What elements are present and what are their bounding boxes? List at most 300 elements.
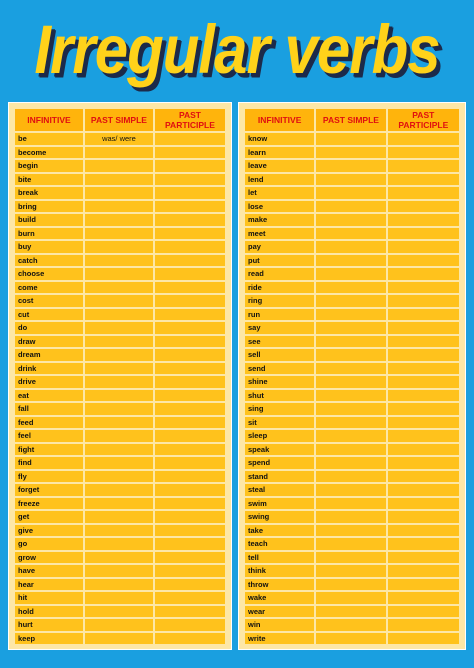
left-verb-table [13, 107, 227, 646]
past-participle-cell [388, 498, 459, 510]
infinitive-cell: buy [15, 241, 83, 253]
past-simple-cell [85, 619, 153, 631]
table-row [15, 592, 225, 604]
table-row [15, 201, 225, 213]
table-row [245, 376, 459, 388]
past-simple-cell [85, 444, 153, 456]
infinitive-cell: put [245, 255, 314, 267]
infinitive-cell: hit [15, 592, 83, 604]
left-table-body [15, 133, 225, 644]
past-simple-cell [316, 255, 385, 267]
infinitive-cell: come [15, 282, 83, 294]
past-participle-cell [155, 565, 225, 577]
table-header-row [245, 109, 459, 131]
past-participle-cell [388, 133, 459, 145]
past-simple-cell [85, 484, 153, 496]
infinitive-cell: fall [15, 403, 83, 415]
table-row [245, 322, 459, 334]
past-participle-cell [155, 417, 225, 429]
infinitive-cell: make [245, 214, 314, 226]
table-row [15, 390, 225, 402]
infinitive-cell: sell [245, 349, 314, 361]
table-row [245, 538, 459, 550]
infinitive-cell: do [15, 322, 83, 334]
past-participle-cell [388, 403, 459, 415]
table-row [15, 336, 225, 348]
past-simple-cell [85, 336, 153, 348]
infinitive-cell: draw [15, 336, 83, 348]
past-simple-cell [85, 376, 153, 388]
past-simple-cell [85, 552, 153, 564]
past-participle-cell [155, 552, 225, 564]
table-row [245, 241, 459, 253]
past-simple-cell [85, 187, 153, 199]
past-simple-cell [85, 633, 153, 645]
infinitive-cell: grow [15, 552, 83, 564]
infinitive-cell: sleep [245, 430, 314, 442]
infinitive-cell: ride [245, 282, 314, 294]
table-row [15, 349, 225, 361]
past-participle-cell [155, 484, 225, 496]
past-simple-cell [85, 403, 153, 415]
past-participle-cell [155, 241, 225, 253]
table-row [245, 471, 459, 483]
past-simple-cell [85, 255, 153, 267]
infinitive-cell: pay [245, 241, 314, 253]
past-simple-cell [85, 295, 153, 307]
table-row [15, 309, 225, 321]
table-row [245, 633, 459, 645]
infinitive-cell: bite [15, 174, 83, 186]
past-participle-cell [388, 147, 459, 159]
past-simple-cell [316, 606, 385, 618]
past-participle-cell [155, 579, 225, 591]
infinitive-cell: keep [15, 633, 83, 645]
past-simple-cell [85, 457, 153, 469]
table-row [15, 214, 225, 226]
table-row [245, 133, 459, 145]
past-participle-cell [155, 444, 225, 456]
past-participle-cell [155, 633, 225, 645]
infinitive-cell: think [245, 565, 314, 577]
past-simple-cell [85, 214, 153, 226]
table-row [245, 484, 459, 496]
past-participle-cell [388, 390, 459, 402]
past-simple-cell [85, 592, 153, 604]
past-participle-cell [155, 606, 225, 618]
past-participle-cell [155, 619, 225, 631]
past-participle-cell [155, 214, 225, 226]
past-participle-cell [155, 201, 225, 213]
infinitive-cell: find [15, 457, 83, 469]
past-participle-cell [155, 228, 225, 240]
past-simple-cell [316, 174, 385, 186]
page-title: Irregular verbs [34, 10, 440, 88]
infinitive-cell: wear [245, 606, 314, 618]
header-past-participle: PAST PARTICIPLE [388, 109, 459, 131]
table-row [15, 363, 225, 375]
past-participle-cell [388, 160, 459, 172]
infinitive-cell: catch [15, 255, 83, 267]
infinitive-cell: build [15, 214, 83, 226]
past-participle-cell [388, 565, 459, 577]
table-row [245, 565, 459, 577]
past-simple-cell [316, 336, 385, 348]
past-participle-cell [155, 255, 225, 267]
infinitive-cell: shine [245, 376, 314, 388]
past-participle-cell [155, 160, 225, 172]
infinitive-cell: cut [15, 309, 83, 321]
table-row [15, 619, 225, 631]
past-participle-cell [155, 538, 225, 550]
past-participle-cell [155, 376, 225, 388]
past-participle-cell [388, 187, 459, 199]
past-simple-cell [316, 538, 385, 550]
table-row [15, 484, 225, 496]
past-simple-cell [316, 214, 385, 226]
past-participle-cell [388, 268, 459, 280]
infinitive-cell: hold [15, 606, 83, 618]
past-participle-cell [155, 174, 225, 186]
table-row [245, 228, 459, 240]
past-participle-cell [155, 525, 225, 537]
past-participle-cell [388, 282, 459, 294]
infinitive-cell: throw [245, 579, 314, 591]
past-participle-cell [155, 349, 225, 361]
past-participle-cell [388, 201, 459, 213]
infinitive-cell: fight [15, 444, 83, 456]
past-participle-cell [388, 228, 459, 240]
infinitive-cell: begin [15, 160, 83, 172]
table-row [15, 579, 225, 591]
table-row [15, 633, 225, 645]
past-participle-cell [155, 322, 225, 334]
past-participle-cell [388, 174, 459, 186]
table-row [15, 268, 225, 280]
past-simple-cell [85, 322, 153, 334]
past-participle-cell [388, 511, 459, 523]
table-row [15, 471, 225, 483]
past-simple-cell [85, 417, 153, 429]
past-simple-cell [85, 471, 153, 483]
table-row [15, 160, 225, 172]
infinitive-cell: be [15, 133, 83, 145]
past-simple-cell [85, 268, 153, 280]
past-simple-cell [316, 309, 385, 321]
table-row [15, 606, 225, 618]
table-row [245, 403, 459, 415]
table-row [245, 457, 459, 469]
infinitive-cell: win [245, 619, 314, 631]
past-simple-cell [316, 241, 385, 253]
past-simple-cell [85, 538, 153, 550]
past-simple-cell [85, 498, 153, 510]
table-row [15, 255, 225, 267]
past-participle-cell [155, 147, 225, 159]
past-simple-cell [316, 633, 385, 645]
infinitive-cell: drive [15, 376, 83, 388]
past-simple-cell [85, 228, 153, 240]
past-participle-cell [155, 430, 225, 442]
past-participle-cell [388, 592, 459, 604]
past-simple-cell [316, 552, 385, 564]
past-participle-cell [388, 417, 459, 429]
infinitive-cell: speak [245, 444, 314, 456]
infinitive-cell: meet [245, 228, 314, 240]
infinitive-cell: let [245, 187, 314, 199]
past-simple-cell [85, 349, 153, 361]
infinitive-cell: read [245, 268, 314, 280]
infinitive-cell: write [245, 633, 314, 645]
past-simple-cell [85, 309, 153, 321]
past-simple-cell [85, 160, 153, 172]
table-row [15, 525, 225, 537]
past-participle-cell [388, 430, 459, 442]
table-row [245, 619, 459, 631]
table-row [15, 241, 225, 253]
past-simple-cell [316, 201, 385, 213]
past-simple-cell [85, 579, 153, 591]
table-row [245, 525, 459, 537]
table-row [15, 417, 225, 429]
past-participle-cell [155, 363, 225, 375]
past-simple-cell [316, 390, 385, 402]
table-row [245, 498, 459, 510]
past-simple-cell [85, 430, 153, 442]
infinitive-cell: take [245, 525, 314, 537]
past-simple-cell [316, 282, 385, 294]
past-simple-cell [85, 282, 153, 294]
infinitive-cell: burn [15, 228, 83, 240]
past-participle-cell [388, 309, 459, 321]
table-row [15, 228, 225, 240]
past-participle-cell [155, 336, 225, 348]
table-row [245, 430, 459, 442]
infinitive-cell: spend [245, 457, 314, 469]
past-participle-cell [155, 282, 225, 294]
infinitive-cell: leave [245, 160, 314, 172]
table-row [245, 592, 459, 604]
infinitive-cell: send [245, 363, 314, 375]
right-table-body [245, 133, 459, 644]
infinitive-cell: break [15, 187, 83, 199]
table-row [15, 444, 225, 456]
infinitive-cell: bring [15, 201, 83, 213]
left-verb-panel [8, 102, 232, 650]
infinitive-cell: swim [245, 498, 314, 510]
infinitive-cell: forget [15, 484, 83, 496]
table-row [245, 255, 459, 267]
past-participle-cell [155, 457, 225, 469]
infinitive-cell: ring [245, 295, 314, 307]
table-row [245, 268, 459, 280]
past-simple-cell [316, 403, 385, 415]
infinitive-cell: feed [15, 417, 83, 429]
past-simple-cell [85, 525, 153, 537]
past-simple-cell [85, 390, 153, 402]
table-header-row [15, 109, 225, 131]
past-simple-cell [316, 484, 385, 496]
past-participle-cell [388, 552, 459, 564]
table-row [245, 201, 459, 213]
table-row [15, 457, 225, 469]
infinitive-cell: know [245, 133, 314, 145]
table-row [245, 187, 459, 199]
past-simple-cell [85, 511, 153, 523]
past-simple-cell [85, 147, 153, 159]
past-participle-cell [388, 255, 459, 267]
table-row [245, 336, 459, 348]
table-row [245, 349, 459, 361]
past-simple-cell [316, 363, 385, 375]
infinitive-cell: shut [245, 390, 314, 402]
header-past-participle: PAST PARTICIPLE [155, 109, 225, 131]
infinitive-cell: cost [15, 295, 83, 307]
table-row [245, 444, 459, 456]
table-row [15, 322, 225, 334]
table-row [245, 417, 459, 429]
table-row [15, 376, 225, 388]
table-row [15, 511, 225, 523]
infinitive-cell: go [15, 538, 83, 550]
table-row [245, 214, 459, 226]
table-row [15, 147, 225, 159]
infinitive-cell: feel [15, 430, 83, 442]
infinitive-cell: see [245, 336, 314, 348]
table-row [15, 187, 225, 199]
table-row [15, 282, 225, 294]
infinitive-cell: stand [245, 471, 314, 483]
past-simple-cell [316, 579, 385, 591]
infinitive-cell: hurt [15, 619, 83, 631]
infinitive-cell: learn [245, 147, 314, 159]
past-participle-cell [388, 633, 459, 645]
table-row [15, 538, 225, 550]
table-row [245, 606, 459, 618]
table-row [15, 498, 225, 510]
past-simple-cell [85, 201, 153, 213]
past-participle-cell [388, 295, 459, 307]
infinitive-cell: swing [245, 511, 314, 523]
past-simple-cell [316, 592, 385, 604]
past-simple-cell [316, 619, 385, 631]
past-simple-cell [316, 565, 385, 577]
past-participle-cell [388, 214, 459, 226]
past-simple-cell [316, 498, 385, 510]
table-row [245, 174, 459, 186]
past-participle-cell [388, 619, 459, 631]
past-simple-cell [316, 133, 385, 145]
past-simple-cell [316, 457, 385, 469]
past-participle-cell [155, 295, 225, 307]
table-row [15, 565, 225, 577]
past-participle-cell [155, 403, 225, 415]
infinitive-cell: become [15, 147, 83, 159]
past-participle-cell [388, 525, 459, 537]
past-simple-cell [316, 160, 385, 172]
past-participle-cell [388, 471, 459, 483]
past-participle-cell [155, 133, 225, 145]
past-simple-cell [316, 268, 385, 280]
infinitive-cell: lose [245, 201, 314, 213]
past-participle-cell [388, 457, 459, 469]
infinitive-cell: steal [245, 484, 314, 496]
header-infinitive: INFINITIVE [245, 109, 314, 131]
infinitive-cell: give [15, 525, 83, 537]
past-simple-cell [316, 295, 385, 307]
past-participle-cell [388, 363, 459, 375]
right-verb-table [243, 107, 461, 646]
infinitive-cell: dream [15, 349, 83, 361]
table-row [15, 295, 225, 307]
table-row [245, 363, 459, 375]
table-row [15, 174, 225, 186]
infinitive-cell: sit [245, 417, 314, 429]
infinitive-cell: get [15, 511, 83, 523]
infinitive-cell: say [245, 322, 314, 334]
past-simple-cell [85, 174, 153, 186]
infinitive-cell: hear [15, 579, 83, 591]
past-participle-cell [388, 376, 459, 388]
infinitive-cell: run [245, 309, 314, 321]
past-simple-cell [316, 187, 385, 199]
past-simple-cell [85, 606, 153, 618]
infinitive-cell: lend [245, 174, 314, 186]
table-row [245, 295, 459, 307]
past-participle-cell [388, 444, 459, 456]
header-infinitive: INFINITIVE [15, 109, 83, 131]
past-simple-cell [316, 376, 385, 388]
infinitive-cell: freeze [15, 498, 83, 510]
infinitive-cell: tell [245, 552, 314, 564]
past-simple-cell [316, 417, 385, 429]
table-row [245, 390, 459, 402]
infinitive-cell: have [15, 565, 83, 577]
infinitive-cell: eat [15, 390, 83, 402]
table-row [245, 579, 459, 591]
past-participle-cell [155, 511, 225, 523]
infinitive-cell: drink [15, 363, 83, 375]
past-participle-cell [155, 471, 225, 483]
past-participle-cell [388, 349, 459, 361]
table-row [15, 430, 225, 442]
table-row [245, 511, 459, 523]
past-simple-cell [316, 228, 385, 240]
infinitive-cell: choose [15, 268, 83, 280]
infinitive-cell: teach [245, 538, 314, 550]
table-row [245, 552, 459, 564]
past-participle-cell [155, 390, 225, 402]
table-row [245, 147, 459, 159]
past-participle-cell [155, 498, 225, 510]
table-row [245, 282, 459, 294]
past-simple-cell [85, 363, 153, 375]
past-participle-cell [155, 268, 225, 280]
header-past-simple: PAST SIMPLE [85, 109, 153, 131]
right-verb-panel [238, 102, 466, 650]
past-participle-cell [388, 336, 459, 348]
past-participle-cell [388, 579, 459, 591]
table-row [245, 309, 459, 321]
past-participle-cell [388, 322, 459, 334]
table-row [15, 552, 225, 564]
past-simple-cell [316, 322, 385, 334]
past-simple-cell [316, 525, 385, 537]
past-simple-cell [316, 444, 385, 456]
past-participle-cell [155, 592, 225, 604]
past-participle-cell [388, 538, 459, 550]
past-simple-cell [85, 565, 153, 577]
